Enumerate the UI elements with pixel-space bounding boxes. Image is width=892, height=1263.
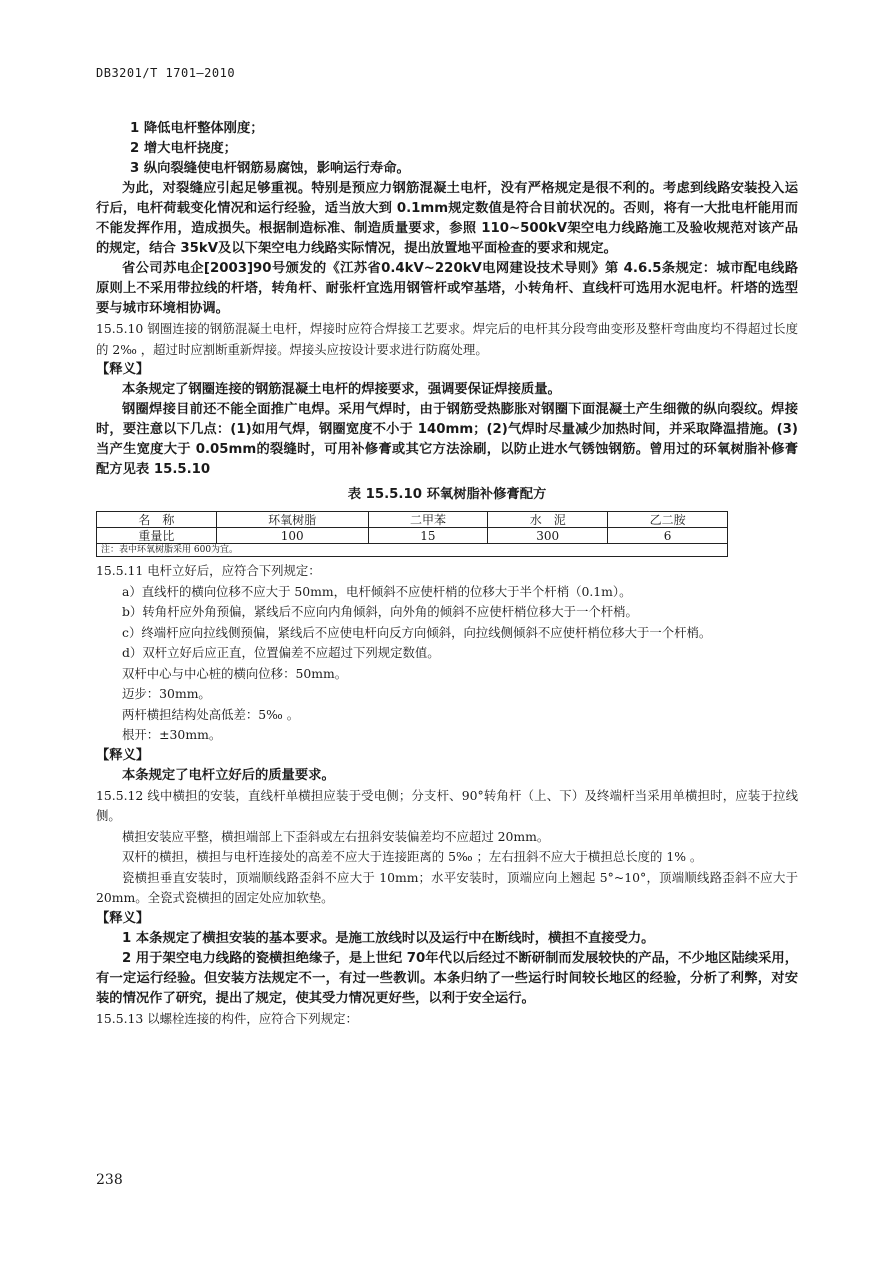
table-cell: 重量比 (97, 528, 217, 544)
table-header-cell: 名 称 (97, 512, 217, 528)
table-note: 注：表中环氧树脂采用 600为宜。 (97, 544, 728, 557)
explanation-text: 2 用于架空电力线路的瓷横担绝缘子，是上世纪 70年代以后经过不断研制而发展较快的产品，不少地区陆续采用，有一定运行经验。但安装方法规定不一，有过一些教训。本条归纳了一些运行时间较长地区的经验，分析了利弊，对安装的情况作了研究，提出了规定，使其受力情况更好些，以利于安全运行。 (96, 950, 798, 1006)
paragraph: 瓷横担垂直安装时，顶端顺线路歪斜不应大于 10mm；水平安装时，顶端应向上翘起 5°~10°，顶端顺线路歪斜不应大于 20mm。全瓷式瓷横担的固定处应加软垫。 (96, 869, 798, 905)
clause-15-5-13: 15.5.13 以螺栓连接的构件，应符合下列规定： (96, 1010, 358, 1026)
paragraph: 省公司苏电企[2003]90号颁发的《江苏省0.4kV~220kV电网建设技术导则》第 4.6.5条规定：城市配电线路原则上不采用带拉线的杆塔，转角杆、耐张杆宜选用钢管杆或窄基塔，小转角杆、直线杆可选用水泥电杆。杆塔的选型要与城市环境相协调。 (96, 261, 798, 316)
doc-header-code: DB3201/T 1701—2010 (96, 66, 236, 80)
explanation-text: 钢圈焊接目前还不能全面推广电焊。采用气焊时，由于钢筋受热膨胀对钢圈下面混凝土产生细微的纵向裂纹。焊接时，要注意以下几点：(1)如用气焊，钢圈宽度不小于 140mm；(2)气焊时尽量减少加热时间，并采取降温措施。(3)当产生宽度大于 0.05mm的裂缝时，可用补修膏或其它方法涂刷，以防止进水气锈蚀钢筋。曾用过的环氧树脂补修膏配方见表 15.5.10 (96, 402, 798, 477)
clause-15-5-10: 15.5.10 钢圈连接的钢筋混凝土电杆，焊接时应符合焊接工艺要求。焊完后的电杆其分段弯曲变形及整杆弯曲度均不得超过长度的 2‰ ，超过时应割断重新焊接。焊接头应按设计要求进行防腐处理。 (96, 321, 798, 357)
explanation-tag: 【释义】 (96, 362, 150, 377)
clause-subitem: 根开：±30mm。 (122, 727, 222, 742)
clause-item: a）直线杆的横向位移不应大于 50mm，电杆倾斜不应使杆梢的位移大于半个杆梢（0.1m）。 (122, 583, 632, 599)
table-cell: 6 (608, 528, 728, 544)
paragraph: 横担安装应平整，横担端部上下歪斜或左右扭斜安装偏差均不应超过 20mm。 (122, 828, 550, 844)
table-header-row (97, 512, 728, 528)
table-header-cell: 环氧树脂 (216, 512, 368, 528)
clause-subitem: 迈步：30mm。 (122, 686, 211, 701)
explanation-text: 本条规定了钢圈连接的钢筋混凝土电杆的焊接要求，强调要保证焊接质量。 (122, 382, 561, 397)
explanation-tag: 【释义】 (96, 910, 150, 926)
table-header-cell: 水 泥 (488, 512, 608, 528)
clause-item: c）终端杆应向拉线侧预偏，紧线后不应使电杆向反方向倾斜，向拉线侧倾斜不应使杆梢位移大于一个杆梢。 (122, 624, 712, 640)
explanation-tag: 【释义】 (96, 747, 150, 763)
table-header-cell: 二甲苯 (368, 512, 488, 528)
list-item: 3 纵向裂缝使电杆钢筋易腐蚀，影响运行寿命。 (130, 161, 410, 176)
clause-subitem: 两杆横担结构处高低差：5‰ 。 (122, 706, 300, 722)
formula-table (96, 511, 728, 557)
paragraph: 双杆的横担，横担与电杆连接处的高差不应大于连接距离的 5‰ ；左右扭斜不应大于横担总长度的 1% 。 (122, 849, 703, 864)
clause-subitem: 双杆中心与中心桩的横向位移：50mm。 (122, 665, 348, 681)
explanation-text: 1 本条规定了横担安装的基本要求。是施工放线时以及运行中在断线时，横担不直接受力。 (122, 930, 655, 946)
table-cell: 300 (488, 528, 608, 544)
page-content (96, 119, 798, 1029)
table-cell: 15 (368, 528, 488, 544)
clause-15-5-12: 15.5.12 线中横担的安装，直线杆单横担应装于受电侧；分支杆、90°转角杆（上、下）及终端杆当采用单横担时，应装于拉线侧。 (96, 787, 798, 823)
clause-15-5-11: 15.5.11 电杆立好后，应符合下列规定： (96, 563, 321, 578)
paragraph: 为此，对裂缝应引起足够重视。特别是预应力钢筋混凝土电杆，没有严格规定是很不利的。考虑到线路安装投入运行后，电杆荷载变化情况和运行经验，适当放大到 0.1mm规定数值是符合目前状况的。否则，将有一大批电杆能用而不能发挥作用，造成损失。根据制造标准、制造质量要求，参照 110~500kV架空电力线路施工及验收规范对该产品的规定，结合 35kV及以下架空电力线路实际情况，提出放置地平面检查的要求和规定。 (96, 181, 798, 256)
clause-item: d）双杆立好后应正直，位置偏差不应超过下列规定数值。 (122, 645, 440, 660)
table-header-cell: 乙二胺 (608, 512, 728, 528)
list-item: 2 增大电杆挠度； (130, 141, 237, 156)
clause-item: b）转角杆应外角预偏，紧线后不应向内角倾斜，向外角的倾斜不应使杆梢位移大于一个杆梢。 (122, 604, 638, 619)
list-item: 1 降低电杆整体刚度； (130, 121, 264, 136)
table-cell: 100 (216, 528, 368, 544)
page-number: 238 (96, 1172, 123, 1188)
table-note-row (97, 544, 728, 557)
explanation-text: 本条规定了电杆立好后的质量要求。 (122, 767, 335, 783)
table-row (97, 528, 728, 544)
table-caption: 表 15.5.10 环氧树脂补修膏配方 (347, 487, 547, 502)
